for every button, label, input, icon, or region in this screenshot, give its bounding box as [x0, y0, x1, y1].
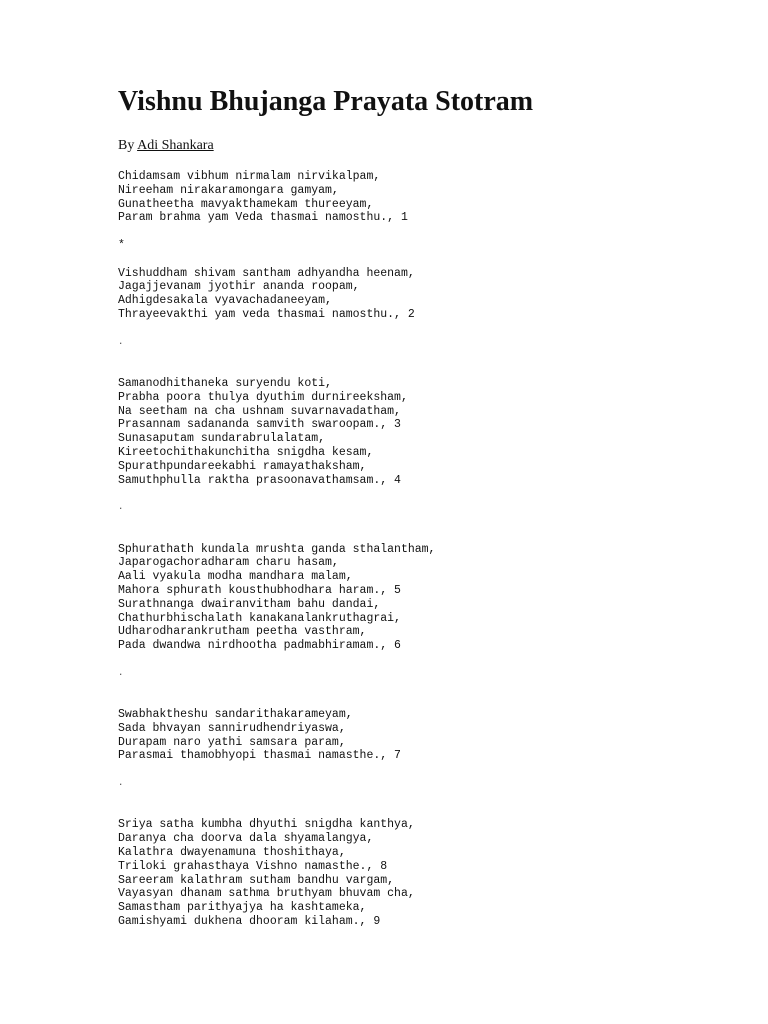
- verse-line: Mahora sphurath kousthubhodhara haram., 5: [118, 583, 401, 597]
- verse-line: Param brahma yam Veda thasmai namosthu., 1: [118, 211, 408, 225]
- verse-line: Spurathpundareekabhi ramayathaksham,: [118, 459, 367, 473]
- verse-line: Chidamsam vibhum nirmalam nirvikalpam,: [118, 170, 381, 183]
- verse-line: Prasannam sadananda samvith swaroopam., 3: [118, 418, 401, 432]
- verse-separator: .: [118, 778, 124, 789]
- verse-separator: .: [118, 667, 124, 678]
- verse-separator: .: [118, 502, 124, 513]
- verse-line: Swabhaktheshu sandarithakarameyam,: [118, 708, 353, 722]
- verse-line: Vishuddham shivam santham adhyandha heenam,: [118, 266, 415, 280]
- verse-line: Jagajjevanam jyothir ananda roopam,: [118, 280, 360, 294]
- verse-line: Sphurathath kundala mrushta ganda sthalantham,: [118, 542, 436, 556]
- spacer: [118, 694, 435, 708]
- spacer: [118, 515, 435, 529]
- verse-line: Gunatheetha mavyakthamekam thureeyam,: [118, 197, 374, 211]
- verse-line: Samanodhithaneka suryendu koti,: [118, 376, 332, 390]
- verse-block: [118, 708, 435, 763]
- author-link[interactable]: Adi Shankara: [137, 138, 214, 153]
- verse-line: Udharodharankrutham peetha vasthram,: [118, 625, 367, 639]
- verse-line: Sriya satha kumbha dhyuthi snigdha kanthya,: [118, 818, 415, 832]
- verse-line: Sunasaputam sundarabrulalatam,: [118, 432, 326, 446]
- spacer: [118, 653, 435, 667]
- verse-line: Samastham parithyajya ha kashtameka,: [118, 901, 367, 915]
- verse-line: Aali vyakula modha mandhara malam,: [118, 570, 353, 584]
- verse-line: Japarogachoradharam charu hasam,: [118, 556, 339, 570]
- verse-line: Surathnanga dwairanvitham bahu dandai,: [118, 597, 381, 611]
- verse-line: Gamishyami dukhena dhooram kilaham., 9: [118, 915, 381, 929]
- verse-line: Kalathra dwayenamuna thoshithaya,: [118, 846, 346, 860]
- verse-line: Samuthphulla raktha prasoonavathamsam., 4: [118, 473, 401, 487]
- spacer: [118, 225, 435, 239]
- spacer: [118, 791, 435, 805]
- verse-line: Na seetham na cha ushnam suvarnavadatham,: [118, 404, 401, 418]
- verse-line: Vayasyan dhanam sathma bruthyam bhuvam cha,: [118, 887, 415, 901]
- verse-line: Kireetochithakunchitha snigdha kesam,: [118, 445, 374, 459]
- verse-line: Durapam naro yathi samsara param,: [118, 735, 346, 749]
- spacer: [118, 363, 435, 377]
- spacer: [118, 322, 435, 336]
- stotram-text: [118, 170, 435, 929]
- verse-block: [118, 170, 435, 225]
- verse-block: [118, 543, 435, 653]
- byline: [118, 136, 214, 156]
- verse-line: Thrayeevakthi yam veda thasmai namosthu., 2: [118, 307, 415, 321]
- spacer: [118, 349, 435, 363]
- verse-separator: .: [118, 336, 124, 347]
- verse-line: Parasmai thamobhyopi thasmai namasthe., 7: [118, 749, 401, 763]
- verse-line: Nireeham nirakaramongara gamyam,: [118, 183, 339, 197]
- verse-block: [118, 818, 435, 928]
- spacer: [118, 253, 435, 267]
- verse-line: Chathurbhischalath kanakanalankruthagrai,: [118, 611, 401, 625]
- verse-line: Prabha poora thulya dyuthim durnireeksham,: [118, 390, 408, 404]
- verse-line: Sareeram kalathram sutham bandhu vargam,: [118, 873, 395, 887]
- spacer: [118, 529, 435, 543]
- spacer: [118, 487, 435, 501]
- verse-block: [118, 377, 435, 487]
- spacer: [118, 805, 435, 819]
- verse-line: Daranya cha doorva dala shyamalangya,: [118, 832, 374, 846]
- verse-line: Pada dwandwa nirdhootha padmabhiramam., 6: [118, 639, 401, 653]
- verse-line: Sada bhvayan sannirudhendriyaswa,: [118, 721, 346, 735]
- verse-line: Adhigdesakala vyavachadaneeyam,: [118, 294, 332, 308]
- page-title: Vishnu Bhujanga Prayata Stotram: [118, 86, 534, 117]
- verse-separator: *: [118, 238, 125, 252]
- verse-block: [118, 267, 435, 322]
- byline-prefix: By: [118, 138, 135, 153]
- verse-line: Triloki grahasthaya Vishno namasthe., 8: [118, 859, 388, 873]
- spacer: [118, 680, 435, 694]
- spacer: [118, 763, 435, 777]
